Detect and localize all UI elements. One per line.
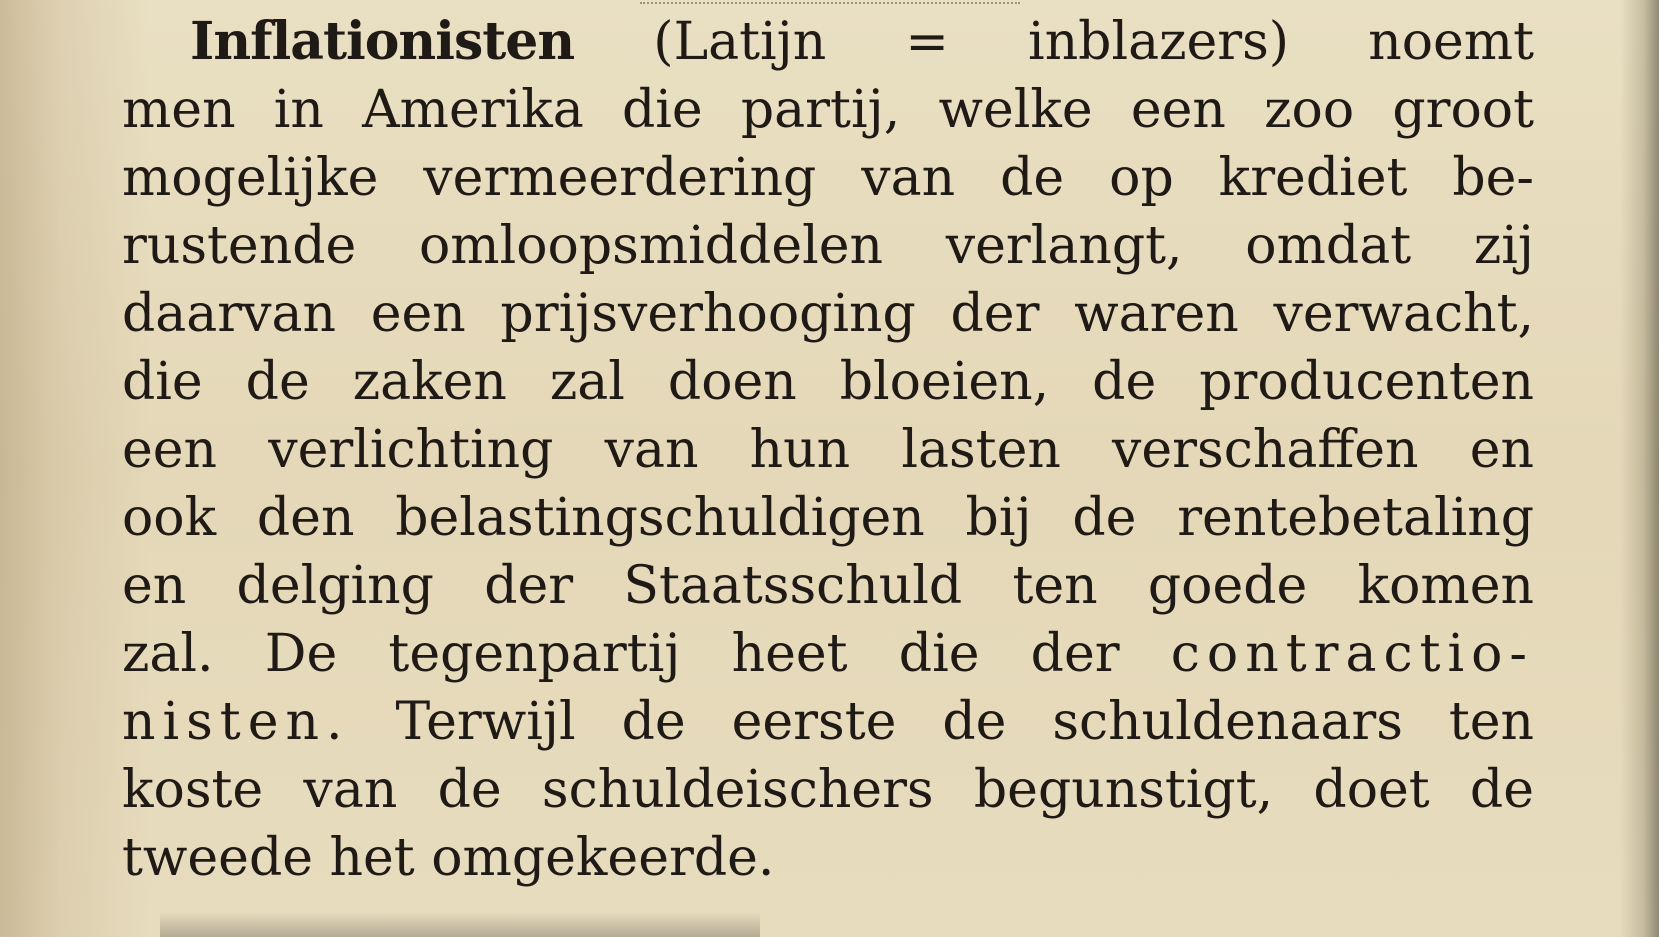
text-line-3: mogelijke vermeerdering van de op krediet be- [122, 148, 1534, 208]
spaced-term-nisten: nisten. [122, 692, 350, 752]
spaced-term-contractio: contractio- [1170, 624, 1534, 684]
line-11-text: Terwijl de eerste de schuldenaars ten [349, 692, 1534, 752]
text-line-6: die de zaken zal doen bloeien, de producenten [122, 352, 1534, 412]
article-term: Inflationisten [190, 11, 575, 72]
line-10-text: zal. De tegenpartij heet die der [122, 624, 1171, 684]
text-line-4: rustende omloopsmiddelen verlangt, omdat zij [122, 216, 1534, 276]
text-line-7: een verlichting van hun lasten verschaffen en [122, 420, 1534, 480]
article-inflationisten [122, 8, 1534, 892]
text-line-11 [122, 688, 1534, 756]
text-line-12: koste van de schuldeischers begunstigt, doet de [122, 760, 1534, 820]
text-line-5: daarvan een prijsverhooging der waren verwacht, [122, 284, 1534, 344]
text-line-2: men in Amerika die partij, welke een zoo groot [122, 80, 1534, 140]
top-dotted-rule [640, 2, 1020, 7]
text-line-1 [122, 8, 1534, 76]
text-line-10 [122, 620, 1534, 688]
text-line-8: ook den belastingschuldigen bij de rentebetaling [122, 488, 1534, 548]
line-1-rest: (Latijn = inblazers) noemt [574, 12, 1534, 72]
page-edge-shadow [1620, 0, 1659, 937]
bottom-cropped-line-shadow [160, 912, 760, 937]
text-line-9: en delging der Staatsschuld ten goede komen [122, 556, 1534, 616]
text-line-13: tweede het omgekeerde. [122, 828, 775, 888]
